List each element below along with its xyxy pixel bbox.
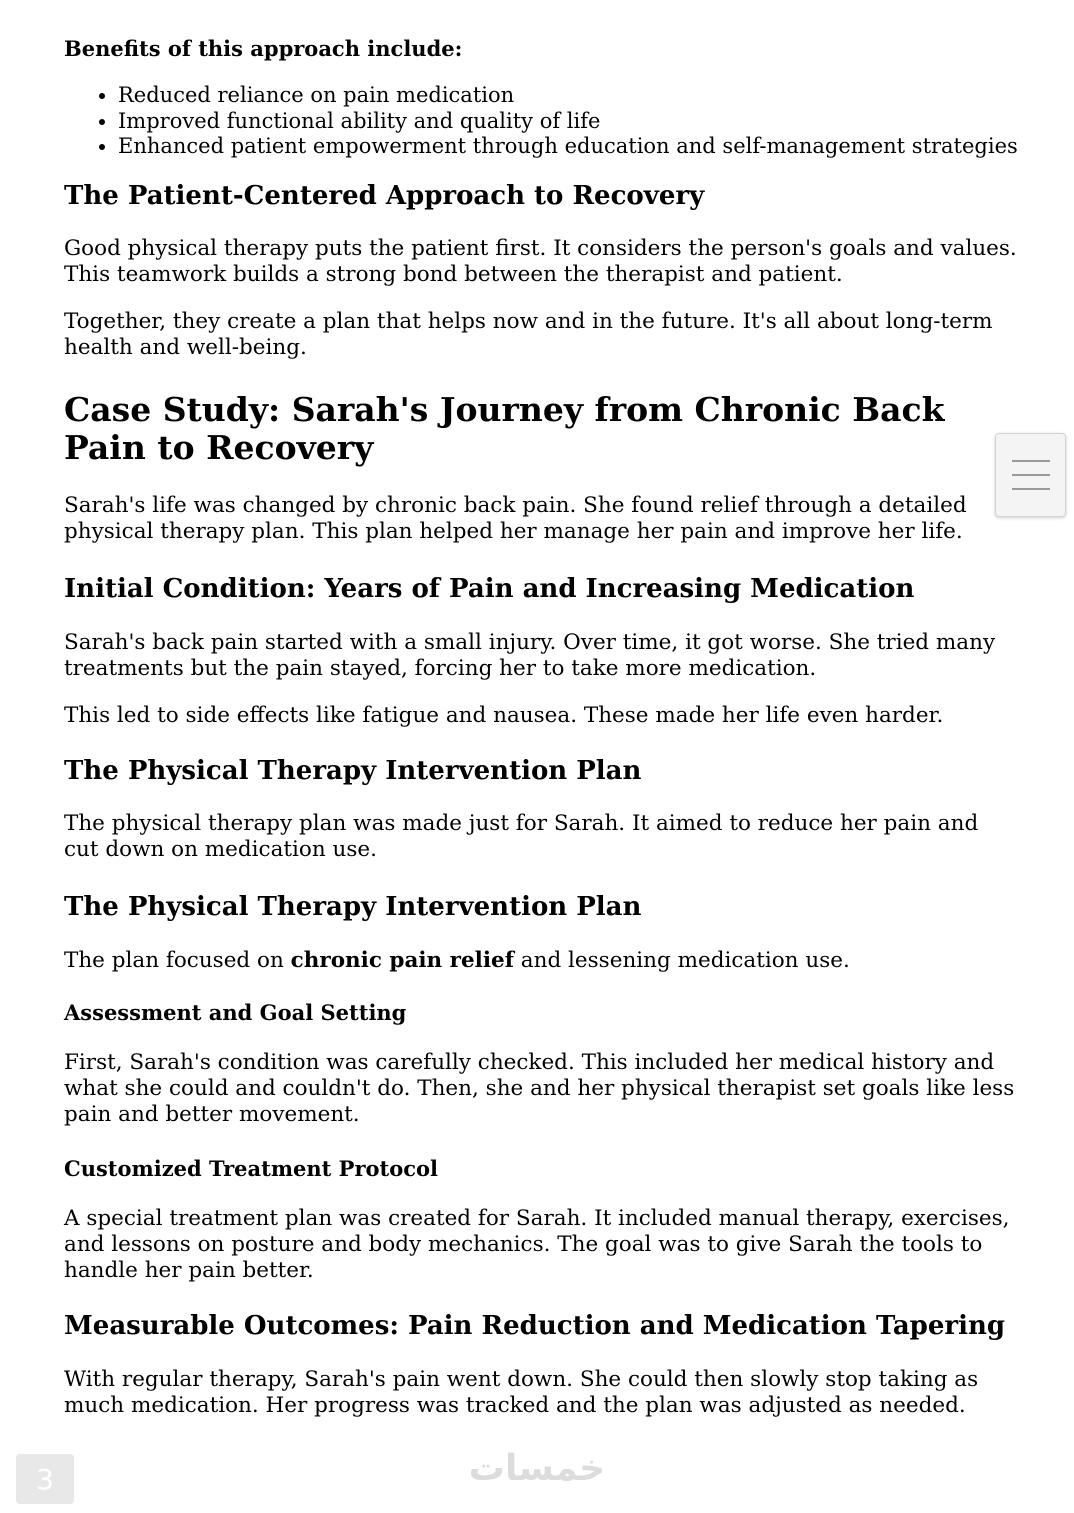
paragraph: A special treatment plan was created for Sarah. It included manual therapy, exercises, and lessons on posture and body mechanics. The goal was to give Sarah the tools to handle her pain better.	[64, 1206, 1010, 1284]
paragraph: This led to side effects like fatigue and nausea. These made her life even harder.	[64, 702, 944, 728]
list-item: • Enhanced patient empowerment through education and self-management strategies	[118, 134, 1019, 160]
section-heading-initial-condition: Initial Condition: Years of Pain and Increasing Medication	[64, 574, 915, 605]
paragraph: Sarah's life was changed by chronic back pain. She found relief through a detailed physical therapy plan. This plan helped her manage her pain and improve her life.	[64, 493, 967, 545]
subheading-treatment: Customized Treatment Protocol	[64, 1155, 439, 1181]
text-segment: The plan focused on	[64, 947, 291, 973]
menu-bar	[1012, 460, 1050, 462]
section-heading-outcomes: Measurable Outcomes: Pain Reduction and Medication Tapering	[64, 1311, 1006, 1342]
paragraph: Sarah's back pain started with a small injury. Over time, it got worse. She tried many treatments but the pain stayed, forcing her to take more medication.	[64, 629, 996, 681]
benefits-heading: Benefits of this approach include:	[64, 36, 463, 61]
list-item: • Reduced reliance on pain medication	[118, 83, 1019, 109]
document-page	[64, 36, 1019, 1440]
case-study-title: Case Study: Sarah's Journey from Chronic Back Pain to Recovery	[64, 390, 945, 468]
benefits-list	[64, 83, 1019, 160]
paragraph	[64, 948, 1019, 974]
hamburger-menu-icon[interactable]	[995, 433, 1066, 517]
section-heading-patient-centered: The Patient-Centered Approach to Recovery	[64, 180, 705, 211]
paragraph: Together, they create a plan that helps now and in the future. It's all about long-term health and well-being.	[64, 309, 993, 361]
paragraph: Good physical therapy puts the patient first. It considers the person's goals and values. This teamwork builds a strong bond between the therapist and patient.	[64, 236, 1017, 288]
section-heading-intervention: The Physical Therapy Intervention Plan	[64, 892, 642, 923]
paragraph: With regular therapy, Sarah's pain went down. She could then slowly stop taking as much medication. Her progress was tracked and the plan was adjusted as needed.	[64, 1366, 979, 1418]
section-heading-intervention: The Physical Therapy Intervention Plan	[64, 755, 642, 786]
paragraph: First, Sarah's condition was carefully checked. This included her medical history and what she could and couldn't do. Then, she and her physical therapist set goals like less pain and better movement.	[64, 1049, 1015, 1127]
list-item: • Improved functional ability and quality of life	[118, 109, 1019, 135]
subheading-assessment: Assessment and Goal Setting	[64, 999, 407, 1025]
menu-bar	[1012, 474, 1050, 476]
paragraph: The physical therapy plan was made just for Sarah. It aimed to reduce her pain and cut down on medication use.	[64, 811, 979, 863]
bold-phrase: chronic pain relief	[290, 947, 514, 973]
text-segment: and lessening medication use.	[513, 947, 850, 973]
watermark-logo: خمسات	[468, 1448, 606, 1489]
page-number-badge: 3	[16, 1454, 74, 1504]
menu-bar	[1012, 488, 1050, 490]
